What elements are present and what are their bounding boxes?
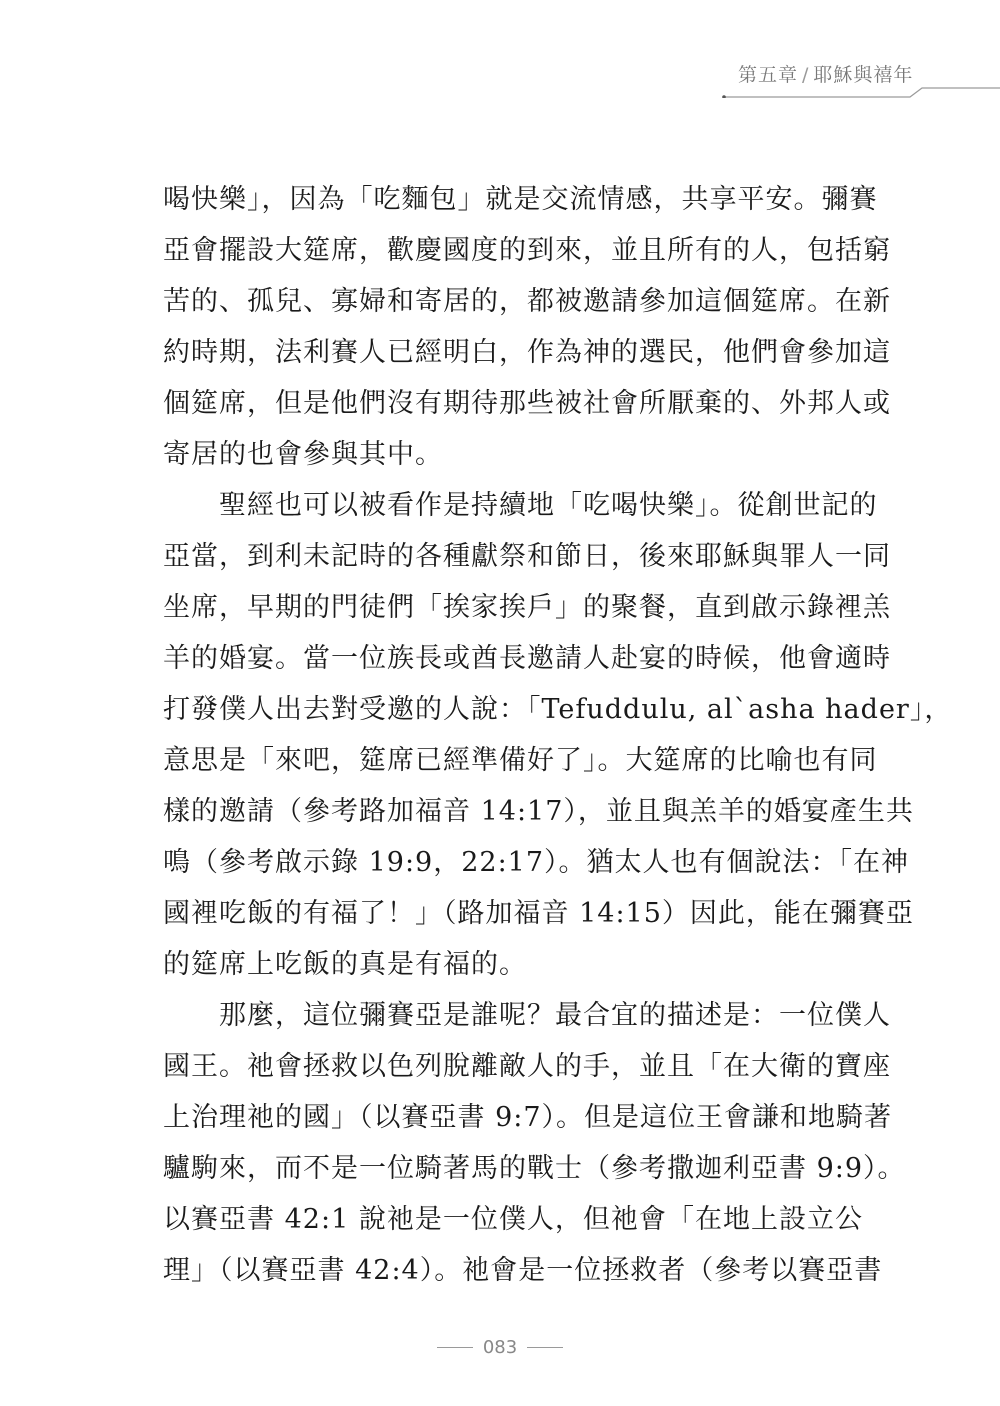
text-line: 國王。祂會拯救以色列脫離敵人的手，並且「在大衛的寶座 bbox=[163, 1051, 891, 1082]
text-line: 喝快樂」，因為「吃麵包」就是交流情感，共享平安。彌賽 bbox=[163, 184, 878, 215]
paragraph-1 bbox=[163, 174, 891, 480]
paragraph-2 bbox=[163, 480, 953, 990]
text-line: 約時期，法利賽人已經明白，作為神的選民，他們會參加這 bbox=[163, 337, 891, 368]
text-line: 寄居的也會參與其中。 bbox=[163, 439, 443, 470]
chapter-title: 耶穌與禧年 bbox=[813, 64, 914, 86]
text-line: 羊的婚宴。當一位族長或酋長邀請人赴宴的時候，他會適時 bbox=[163, 643, 891, 674]
text-line: 理」（以賽亞書 42:4）。祂會是一位拯救者（參考以賽亞書 bbox=[163, 1255, 883, 1286]
footer-rule-left bbox=[437, 1347, 473, 1348]
body-text bbox=[163, 174, 953, 1296]
text-line: 打發僕人出去對受邀的人說：「Tefuddulu, al`asha hader」， bbox=[163, 694, 953, 725]
text-line: 亞會擺設大筵席，歡慶國度的到來，並且所有的人，包括窮 bbox=[163, 235, 891, 266]
text-line: 個筵席，但是他們沒有期待那些被社會所厭棄的、外邦人或 bbox=[163, 388, 891, 419]
text-line: 那麼，這位彌賽亞是誰呢？最合宜的描述是：一位僕人 bbox=[163, 1000, 891, 1031]
text-line: 意思是「來吧，筵席已經準備好了」。大筵席的比喻也有同 bbox=[163, 745, 878, 776]
paragraph-3 bbox=[163, 990, 906, 1296]
header-separator: / bbox=[802, 64, 810, 86]
text-line: 亞當，到利未記時的各種獻祭和節日，後來耶穌與罪人一同 bbox=[163, 541, 891, 572]
running-header bbox=[720, 58, 1000, 98]
text-line: 樣的邀請（參考路加福音 14:17），並且與羔羊的婚宴產生共 bbox=[163, 796, 914, 827]
text-line: 上治理祂的國」（以賽亞書 9:7）。但是這位王會謙和地騎著 bbox=[163, 1102, 893, 1133]
text-line: 驢駒來，而不是一位騎著馬的戰士（參考撒迦利亞書 9:9）。 bbox=[163, 1153, 906, 1184]
page-footer bbox=[0, 1332, 1000, 1362]
text-line: 鳴（參考啟示錄 19:9，22:17）。猶太人也有個說法：「在神 bbox=[163, 847, 910, 878]
header-rule bbox=[720, 86, 1000, 98]
footer-rule-right bbox=[527, 1347, 563, 1348]
text-line: 的筵席上吃飯的真是有福的。 bbox=[163, 949, 527, 980]
text-line: 坐席，早期的門徒們「挨家挨戶」的聚餐，直到啟示錄裡羔 bbox=[163, 592, 891, 623]
page-number: 083 bbox=[482, 1336, 518, 1358]
text-line: 聖經也可以被看作是持續地「吃喝快樂」。從創世記的 bbox=[163, 490, 878, 521]
text-line: 苦的、孤兒、寡婦和寄居的，都被邀請參加這個筵席。在新 bbox=[163, 286, 891, 317]
chapter-number: 第五章 bbox=[738, 64, 799, 86]
text-line: 以賽亞書 42:1 說祂是一位僕人，但祂會「在地上設立公 bbox=[163, 1204, 863, 1235]
running-header-title bbox=[738, 60, 913, 87]
text-line: 國裡吃飯的有福了！」（路加福音 14:15）因此，能在彌賽亞 bbox=[163, 898, 914, 929]
